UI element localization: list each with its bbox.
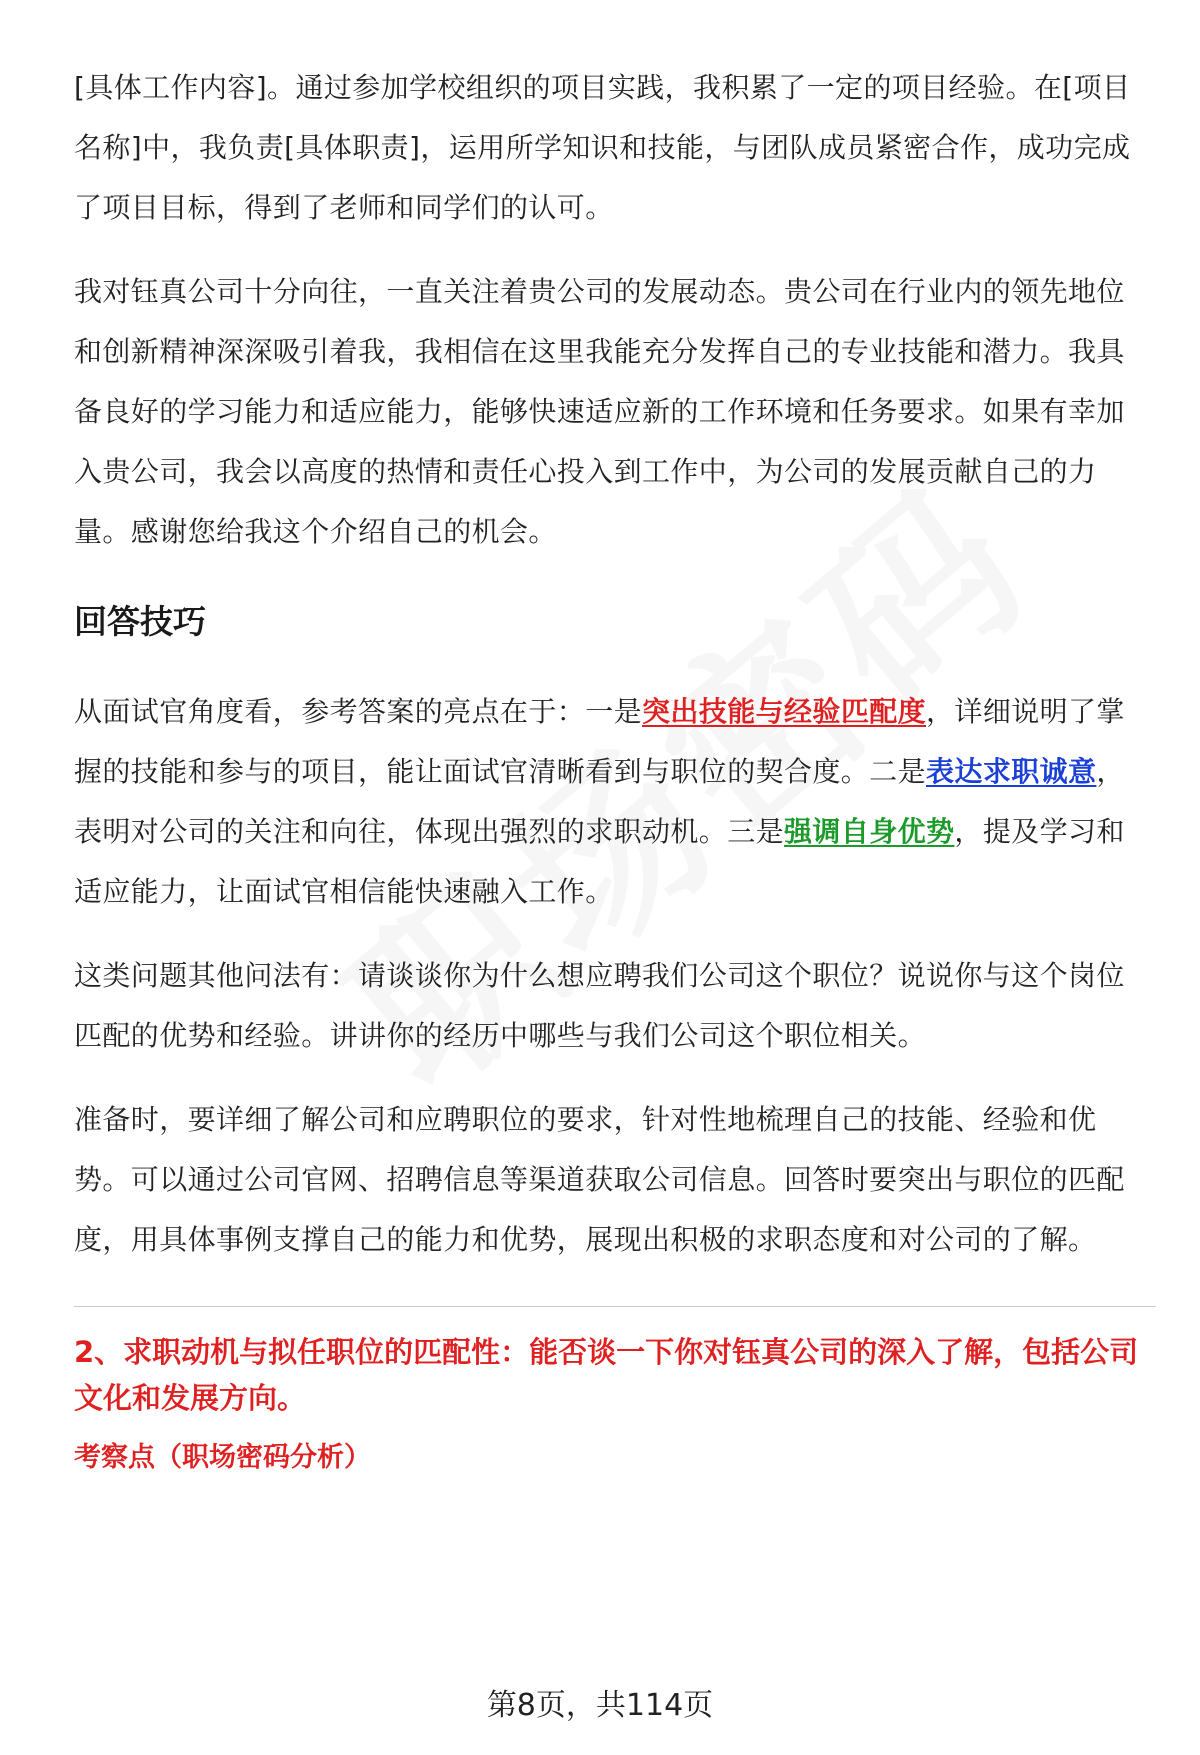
question-subheading: 考察点（职场密码分析） bbox=[74, 1442, 371, 1473]
tips-text-3: ，表明对公司的关注和向往，体现出强烈的求职动机。三是 bbox=[74, 755, 1125, 848]
tips-text-4: ，提及学习和适应能力，让面试官相信能快速融入工作。 bbox=[74, 815, 1125, 908]
page-footer: 第8页，共114页 bbox=[486, 1688, 714, 1723]
section-divider bbox=[74, 1306, 1156, 1307]
question-title: 2、求职动机与拟任职位的匹配性：能否谈一下你对钰真公司的深入了解，包括公司文化和发展方向。 bbox=[74, 1335, 1139, 1415]
paragraph-preparation: 准备时，要详细了解公司和应聘职位的要求，针对性地梳理自己的技能、经验和优势。可以通过公司官网、招聘信息等渠道获取公司信息。回答时要突出与职位的匹配度，用具体事例支撑自己的能力和优势，展现出积极的求职态度和对公司的了解。 bbox=[74, 1103, 1125, 1256]
paragraph-tips-highlights bbox=[74, 682, 1152, 922]
tips-text-1: 从面试官角度看，参考答案的亮点在于：一是 bbox=[74, 695, 643, 728]
document-content bbox=[74, 58, 1152, 1481]
highlight-strengths: 强调自身优势 bbox=[784, 815, 955, 848]
highlight-skill-match: 突出技能与经验匹配度 bbox=[642, 695, 927, 728]
tips-text-2: ，详细说明了掌握的技能和参与的项目，能让面试官清晰看到与职位的契合度。二是 bbox=[74, 695, 1125, 788]
paragraph-company-interest: 我对钰真公司十分向往，一直关注着贵公司的发展动态。贵公司在行业内的领先地位和创新精神深深吸引着我，我相信在这里我能充分发挥自己的专业技能和潜力。我具备良好的学习能力和适应能力，能够快速适应新的工作环境和任务要求。如果有幸加入贵公司，我会以高度的热情和责任心投入到工作中，为公司的发展贡献自己的力量。感谢您给我这个介绍自己的机会。 bbox=[74, 275, 1125, 548]
paragraph-alternative-questions: 这类问题其他问法有：请谈谈你为什么想应聘我们公司这个职位？说说你与这个岗位匹配的优势和经验。讲讲你的经历中哪些与我们公司这个职位相关。 bbox=[74, 959, 1125, 1052]
paragraph-work-experience: [具体工作内容]。通过参加学校组织的项目实践，我积累了一定的项目经验。在[项目名称]中，我负责[具体职责]，运用所学知识和技能，与团队成员紧密合作，成功完成了项目目标，得到了老师和同学们的认可。 bbox=[74, 71, 1131, 224]
highlight-sincerity: 表达求职诚意 bbox=[926, 755, 1097, 788]
section-heading-answer-tips: 回答技巧 bbox=[74, 602, 206, 641]
